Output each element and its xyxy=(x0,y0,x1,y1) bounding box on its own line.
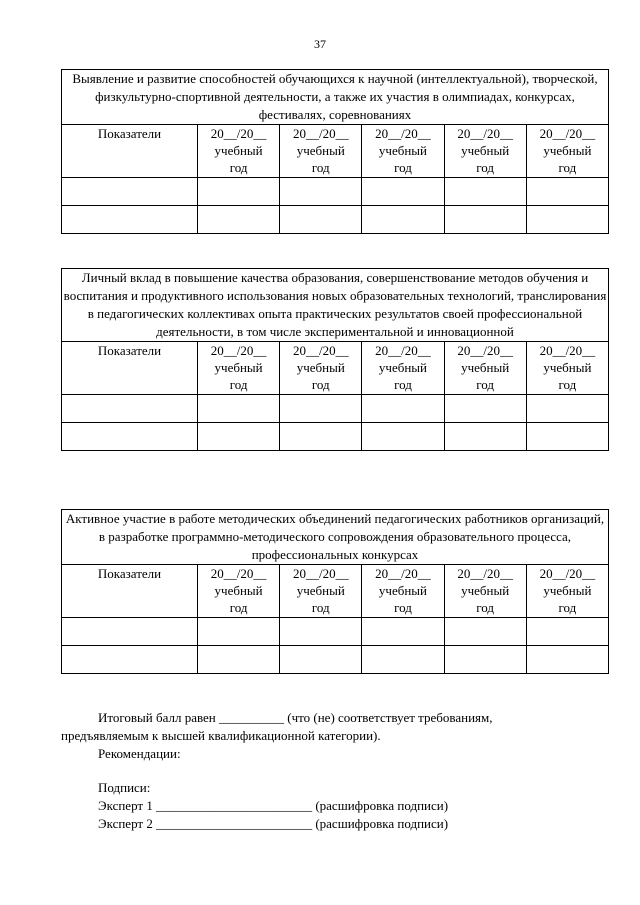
summary-line-1: Итоговый балл равен __________ (что (не) соответствует требованиям, xyxy=(98,710,493,725)
table-cell xyxy=(362,618,444,646)
table-cell xyxy=(198,206,280,234)
table-cell xyxy=(62,206,198,234)
indicators-header: Показатели xyxy=(62,342,198,395)
table-cell xyxy=(280,646,362,674)
table-cell xyxy=(198,395,280,423)
table-cell xyxy=(444,395,526,423)
table-row xyxy=(62,646,609,674)
indicators-header: Показатели xyxy=(62,565,198,618)
year-header: 20__/20__ учебный год xyxy=(198,342,280,395)
table-cell xyxy=(362,423,444,451)
year-header: 20__/20__ учебный год xyxy=(280,565,362,618)
table-cell xyxy=(280,423,362,451)
table-row xyxy=(62,178,609,206)
section-title: Личный вклад в повышение качества образования, совершенствование методов обучения и воспитания и продуктивного использования новых образовательных технологий, транслирования в педагогических коллективах опыта практических результатов своей профессиональной деятельности, в том числе экспериментальной и инновационной xyxy=(62,269,609,342)
expert-1-signature: Эксперт 1 ________________________ (расшифровка подписи) xyxy=(98,798,449,813)
signatures-block xyxy=(98,779,598,833)
year-header: 20__/20__ учебный год xyxy=(198,125,280,178)
table-cell xyxy=(526,206,608,234)
expert-2-signature: Эксперт 2 ________________________ (расшифровка подписи) xyxy=(98,816,449,831)
section-title: Активное участие в работе методических объединений педагогических работников организаций, в разработке программно-методического сопровождения образовательного процесса, профессиональных конкурсах xyxy=(62,510,609,565)
table-cell xyxy=(198,178,280,206)
recommendations-label: Рекомендации: xyxy=(98,746,181,761)
section-title: Выявление и развитие способностей обучающихся к научной (интеллектуальной), творческой, физкультурно-спортивной деятельности, а также их участия в олимпиадах, конкурсах, фестивалях, соревнованиях xyxy=(62,70,609,125)
summary-paragraph xyxy=(61,709,609,745)
table-cell xyxy=(62,618,198,646)
table-cell xyxy=(362,395,444,423)
table-cell xyxy=(280,178,362,206)
table-row xyxy=(62,423,609,451)
year-header: 20__/20__ учебный год xyxy=(362,125,444,178)
table-cell xyxy=(62,395,198,423)
table-cell xyxy=(280,395,362,423)
table-cell xyxy=(198,423,280,451)
year-header: 20__/20__ учебный год xyxy=(362,342,444,395)
table-cell xyxy=(526,395,608,423)
year-header: 20__/20__ учебный год xyxy=(526,342,608,395)
table-cell xyxy=(62,646,198,674)
criteria-table-3 xyxy=(61,509,609,674)
table-cell xyxy=(362,206,444,234)
table-cell xyxy=(280,206,362,234)
table-cell xyxy=(444,423,526,451)
table-cell xyxy=(444,178,526,206)
signatures-label: Подписи: xyxy=(98,780,151,795)
year-header: 20__/20__ учебный год xyxy=(444,342,526,395)
table-cell xyxy=(362,178,444,206)
year-header: 20__/20__ учебный год xyxy=(526,565,608,618)
year-header: 20__/20__ учебный год xyxy=(198,565,280,618)
table-cell xyxy=(444,618,526,646)
year-header: 20__/20__ учебный год xyxy=(362,565,444,618)
table-cell xyxy=(444,206,526,234)
table-cell xyxy=(198,618,280,646)
table-cell xyxy=(444,646,526,674)
table-cell xyxy=(362,646,444,674)
header-row xyxy=(62,565,609,618)
table-cell xyxy=(526,646,608,674)
summary-line-2: предъявляемым к высшей квалификационной категории). xyxy=(61,728,381,743)
table-cell xyxy=(198,646,280,674)
header-row xyxy=(62,125,609,178)
table-cell xyxy=(62,423,198,451)
criteria-table-2 xyxy=(61,268,609,451)
table-cell xyxy=(62,178,198,206)
criteria-table-1 xyxy=(61,69,609,234)
table-cell xyxy=(526,178,608,206)
table-row xyxy=(62,395,609,423)
page-number: 37 xyxy=(314,37,326,51)
table-cell xyxy=(526,618,608,646)
year-header: 20__/20__ учебный год xyxy=(444,125,526,178)
table-cell xyxy=(280,618,362,646)
year-header: 20__/20__ учебный год xyxy=(280,125,362,178)
year-header: 20__/20__ учебный год xyxy=(444,565,526,618)
table-row xyxy=(62,618,609,646)
indicators-header: Показатели xyxy=(62,125,198,178)
year-header: 20__/20__ учебный год xyxy=(526,125,608,178)
table-row xyxy=(62,206,609,234)
table-cell xyxy=(526,423,608,451)
header-row xyxy=(62,342,609,395)
year-header: 20__/20__ учебный год xyxy=(280,342,362,395)
